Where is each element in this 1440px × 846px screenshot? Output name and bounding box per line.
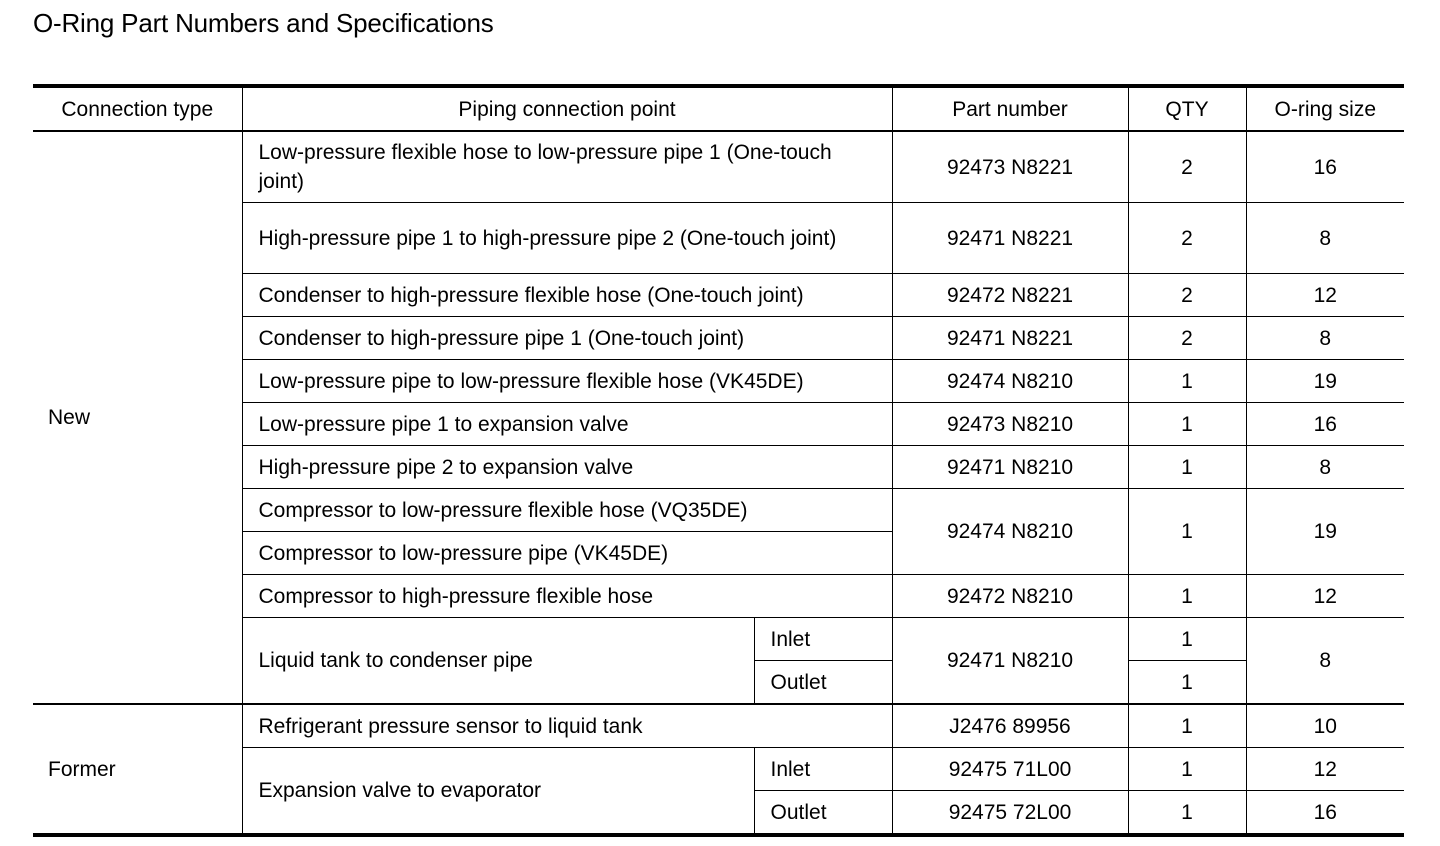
piping-point-cell: Liquid tank to condenser pipe [242, 618, 754, 705]
oring-size-cell: 8 [1246, 618, 1404, 705]
part-number-cell: 92475 71L00 [892, 748, 1128, 791]
piping-point-cell: Compressor to low-pressure flexible hose (VQ35DE) [242, 489, 892, 532]
piping-point-cell: Condenser to high-pressure flexible hose (One-touch joint) [242, 274, 892, 317]
header-piping-connection-point: Piping connection point [242, 86, 892, 131]
piping-point-cell: Compressor to high-pressure flexible hose [242, 575, 892, 618]
oring-size-cell: 12 [1246, 274, 1404, 317]
qty-cell: 1 [1128, 575, 1246, 618]
oring-size-cell: 16 [1246, 403, 1404, 446]
qty-cell: 2 [1128, 131, 1246, 203]
oring-size-cell: 16 [1246, 131, 1404, 203]
part-number-cell: 92473 N8210 [892, 403, 1128, 446]
part-number-cell: 92474 N8210 [892, 489, 1128, 575]
oring-size-cell: 8 [1246, 203, 1404, 274]
header-qty: QTY [1128, 86, 1246, 131]
group-label-new: New [33, 131, 242, 704]
sub-point-cell: Outlet [754, 661, 892, 705]
piping-point-cell: High-pressure pipe 2 to expansion valve [242, 446, 892, 489]
page-title: O-Ring Part Numbers and Specifications [33, 8, 494, 38]
table-header-row [33, 86, 1404, 131]
qty-cell: 1 [1128, 403, 1246, 446]
qty-cell: 2 [1128, 317, 1246, 360]
header-oring-size: O-ring size [1246, 86, 1404, 131]
part-number-cell: 92473 N8221 [892, 131, 1128, 203]
piping-point-cell: Condenser to high-pressure pipe 1 (One-touch joint) [242, 317, 892, 360]
qty-cell: 1 [1128, 618, 1246, 661]
oring-spec-table [33, 84, 1404, 837]
qty-cell: 1 [1128, 791, 1246, 836]
oring-size-cell: 10 [1246, 704, 1404, 748]
header-part-number: Part number [892, 86, 1128, 131]
part-number-cell: 92471 N8221 [892, 203, 1128, 274]
piping-point-cell: High-pressure pipe 1 to high-pressure pipe 2 (One-touch joint) [242, 203, 892, 274]
group-label-former: Former [48, 757, 116, 781]
qty-cell: 1 [1128, 748, 1246, 791]
oring-size-cell: 8 [1246, 317, 1404, 360]
sub-point-cell: Inlet [754, 748, 892, 791]
sub-point-cell: Outlet [754, 791, 892, 836]
header-connection-type: Connection type [33, 86, 242, 131]
qty-cell: 2 [1128, 274, 1246, 317]
piping-point-cell: Low-pressure pipe 1 to expansion valve [242, 403, 892, 446]
part-number-cell: 92472 N8221 [892, 274, 1128, 317]
oring-size-cell: 12 [1246, 748, 1404, 791]
part-number-cell: J2476 89956 [892, 704, 1128, 748]
table-row [33, 704, 1404, 748]
piping-point-cell: Expansion valve to evaporator [242, 748, 754, 836]
piping-point-cell: Compressor to low-pressure pipe (VK45DE) [242, 532, 892, 575]
part-number-cell: 92474 N8210 [892, 360, 1128, 403]
piping-point-cell: Low-pressure pipe to low-pressure flexible hose (VK45DE) [242, 360, 892, 403]
piping-point-cell: Low-pressure flexible hose to low-pressure pipe 1 (One-touch joint) [242, 131, 892, 203]
qty-cell: 1 [1128, 661, 1246, 705]
table-row [33, 131, 1404, 203]
qty-cell: 1 [1128, 446, 1246, 489]
qty-cell: 1 [1128, 360, 1246, 403]
part-number-cell: 92471 N8221 [892, 317, 1128, 360]
oring-size-cell: 19 [1246, 489, 1404, 575]
part-number-cell: 92472 N8210 [892, 575, 1128, 618]
oring-size-cell: 12 [1246, 575, 1404, 618]
part-number-cell: 92475 72L00 [892, 791, 1128, 836]
qty-cell: 2 [1128, 203, 1246, 274]
sub-point-cell: Inlet [754, 618, 892, 661]
qty-cell: 1 [1128, 704, 1246, 748]
oring-size-cell: 8 [1246, 446, 1404, 489]
piping-point-cell: Refrigerant pressure sensor to liquid tank [242, 704, 892, 748]
oring-size-cell: 16 [1246, 791, 1404, 836]
qty-cell: 1 [1128, 489, 1246, 575]
oring-size-cell: 19 [1246, 360, 1404, 403]
part-number-cell: 92471 N8210 [892, 446, 1128, 489]
part-number-cell: 92471 N8210 [892, 618, 1128, 705]
